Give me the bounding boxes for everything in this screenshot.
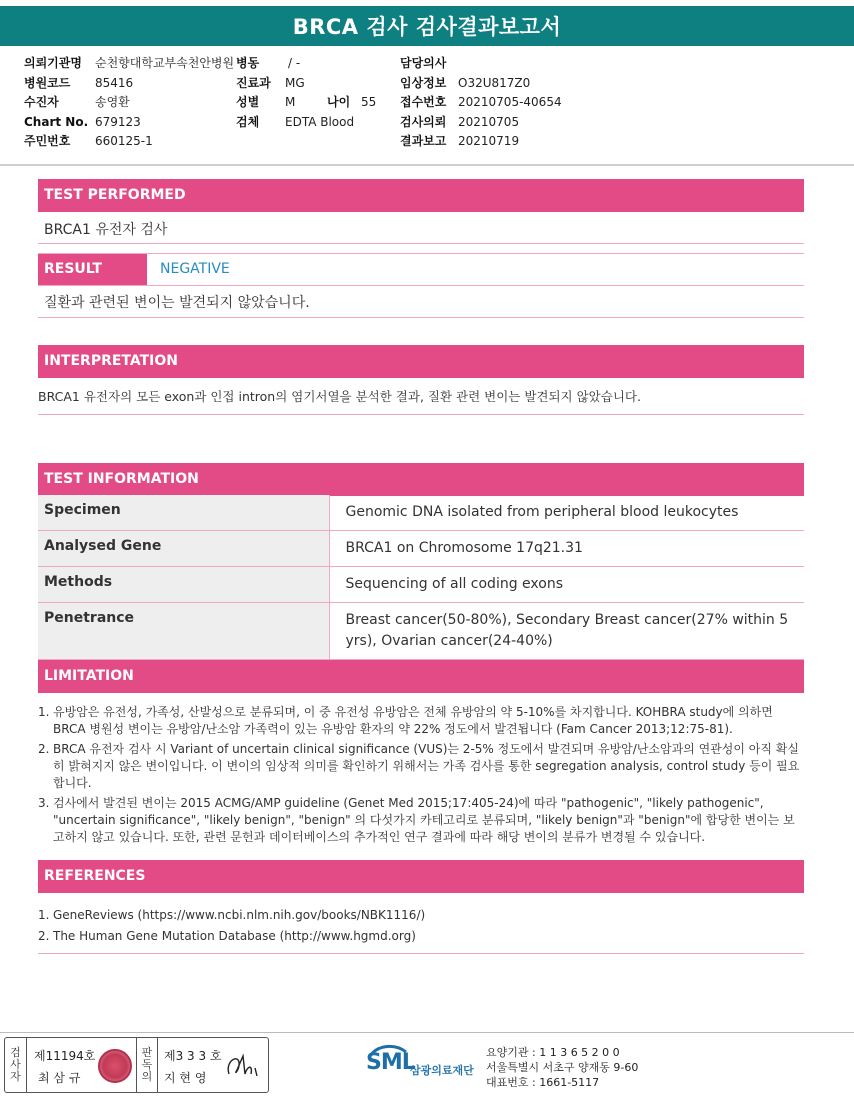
info-row-3: [0, 93, 854, 111]
row-key: Penetrance: [38, 603, 329, 660]
report-label: 결과보고: [400, 134, 447, 148]
divider: [38, 243, 804, 244]
item-text: GeneReviews (https://www.ncbi.nlm.nih.gov/books/NBK1116/): [53, 908, 426, 922]
report-title-bar: [0, 6, 854, 46]
list-item: [38, 905, 804, 926]
item-text: 유방암은 유전성, 가족성, 산발성으로 분류되며, 이 중 유전성 유방암은 전체 유방암의 약 5-10%를 차지합니다. KOHBRA study에 의하면 BRCA 병원성 변이는 유방암/난소암 가족력이 있는 유방암 환자의 약 22% 정도에서 발견됩니다 (Fam Cancer 2013;12:75-81).: [53, 705, 773, 736]
org-address-block: [486, 1045, 638, 1090]
reviewer-label: [136, 1038, 158, 1092]
age-label: 나이: [327, 95, 351, 109]
specimen-label: 검체: [236, 115, 260, 129]
doctor-label: 담당의사: [400, 56, 447, 70]
limitation-list: [38, 704, 804, 849]
dept-label: 진료과: [236, 76, 271, 90]
item-number: 3.: [38, 796, 50, 810]
row-value: Breast cancer(50-80%), Secondary Breast cancer(27% within 5 yrs), Ovarian cancer(24-40%): [329, 603, 804, 660]
reviewer-name: 지 현 영: [164, 1071, 207, 1085]
limitation-section: [38, 660, 804, 693]
sml-logo: [366, 1044, 486, 1084]
result-description: 질환과 관련된 변이는 발견되지 않았습니다.: [44, 295, 310, 311]
info-row-1: [0, 54, 854, 72]
table-row: [38, 567, 804, 603]
result-row: [38, 253, 804, 286]
test-performed-section: [38, 179, 804, 212]
age-value: 55: [361, 95, 377, 109]
test-information-section: [38, 463, 804, 496]
result-value: NEGATIVE: [160, 261, 230, 277]
clinical-info-value: O32U817Z0: [458, 76, 531, 90]
references-heading: REFERENCES: [38, 860, 804, 893]
result-label: RESULT: [38, 254, 147, 285]
tester-label: [5, 1038, 27, 1092]
row-value: Sequencing of all coding exons: [329, 567, 804, 603]
tester-label-char: 사: [10, 1058, 21, 1071]
org-code: 요양기관 : 1 1 3 6 5 2 0 0: [486, 1046, 620, 1059]
table-row: [38, 531, 804, 567]
request-label: 검사의뢰: [400, 115, 447, 129]
table-row: [38, 603, 804, 660]
divider: [38, 953, 804, 954]
info-row-4: [0, 113, 854, 131]
references-list: [38, 905, 804, 947]
request-date-value: 20210705: [458, 115, 520, 129]
interpretation-heading: INTERPRETATION: [38, 345, 804, 378]
reviewer-license-no: 제3 3 3 호: [164, 1049, 222, 1063]
test-performed-value: BRCA1 유전자 검사: [44, 222, 168, 238]
info-row-5: [0, 132, 854, 150]
receipt-value: 20210705-40654: [458, 95, 562, 109]
ward-label: 병동: [236, 56, 260, 70]
ward-value: / -: [288, 56, 301, 70]
patient-info-block: [0, 54, 854, 166]
tester-name: 최 삼 규: [38, 1071, 81, 1085]
patient-value: 송영환: [95, 95, 130, 109]
interpretation-section: [38, 345, 804, 378]
item-number: 1.: [38, 908, 50, 922]
test-performed-heading: TEST PERFORMED: [38, 179, 804, 212]
row-value: BRCA1 on Chromosome 17q21.31: [329, 531, 804, 567]
sex-label: 성별: [236, 95, 260, 109]
chart-label: Chart No.: [24, 115, 89, 129]
limitation-heading: LIMITATION: [38, 660, 804, 693]
divider: [38, 414, 804, 415]
hospital-code-value: 85416: [95, 76, 134, 90]
org-phone: 대표번호 : 1661-5117: [486, 1076, 600, 1089]
item-text: The Human Gene Mutation Database (http://www.hgmd.org): [53, 929, 416, 943]
sex-value: M: [285, 95, 296, 109]
report-title: BRCA 검사 검사결과보고서: [292, 15, 562, 39]
references-section: [38, 860, 804, 893]
list-item: [38, 704, 804, 738]
specimen-value: EDTA Blood: [285, 115, 355, 129]
tester-license-no: 제11194호: [34, 1049, 96, 1063]
list-item: [38, 795, 804, 846]
divider: [38, 317, 804, 318]
reviewer-label-char: 독: [141, 1058, 153, 1071]
tester-label-char: 검: [10, 1046, 21, 1059]
dept-value: MG: [285, 76, 305, 90]
signature-icon: [223, 1048, 263, 1084]
reviewer-label-char: 의: [141, 1070, 153, 1083]
test-information-heading: TEST INFORMATION: [38, 463, 804, 496]
rrn-value: 660125-1: [95, 134, 153, 148]
hospital-code-label: 병원코드: [24, 76, 71, 90]
interpretation-text: BRCA1 유전자의 모든 exon과 인접 intron의 염기서열을 분석한 결과, 질환 관련 변이는 발견되지 않았습니다.: [38, 389, 641, 404]
row-key: Analysed Gene: [38, 531, 329, 567]
item-text: BRCA 유전자 검사 시 Variant of uncertain clinical significance (VUS)는 2-5% 정도에서 발견되며 유방암/난소암과의 연관성이 아직 확실히 밝혀지지 않은 변이입니다. 이 변이의 임상적 의미를 확인하기 위해서는 가족 검사를 통한 segregation analysis, control study 등이 필요합니다.: [53, 742, 800, 790]
report-date-value: 20210719: [458, 134, 520, 148]
chart-value: 679123: [95, 115, 141, 129]
clinical-info-label: 임상정보: [400, 76, 447, 90]
rrn-label: 주민번호: [24, 134, 71, 148]
row-key: Methods: [38, 567, 329, 603]
patient-label: 수진자: [24, 95, 59, 109]
org-name: 삼광의료재단: [410, 1064, 474, 1077]
reviewer-label-char: 판: [141, 1046, 153, 1059]
item-number: 2.: [38, 742, 50, 756]
seal-stamp: [98, 1049, 132, 1083]
institution-value: 순천향대학교부속천안병원: [95, 56, 235, 70]
footer-rule: [0, 1032, 854, 1033]
list-item: [38, 741, 804, 792]
org-address: 서울특별시 서초구 양재동 9-60: [486, 1061, 639, 1074]
logo-mark: SML: [366, 1050, 415, 1075]
table-row: [38, 495, 804, 531]
row-key: Specimen: [38, 495, 329, 531]
tester-label-char: 자: [10, 1070, 21, 1083]
test-information-table: [38, 495, 804, 660]
item-number: 2.: [38, 929, 50, 943]
item-text: 검사에서 발견된 변이는 2015 ACMG/AMP guideline (Genet Med 2015;17:405-24)에 따라 "pathogenic", "likely pathogenic", "uncertain significance", "likely benign", "benign" 의 다섯가지 카테고리로 분류되며, "likely benign"과 "benign"에 합당한 변이는 보고하지 않고 있습니다. 또한, 관련 문헌과 데이터베이스의 추가적인 연구 결과에 따라 해당 변이의 분류가 변경될 수 있습니다.: [53, 796, 795, 844]
row-value: Genomic DNA isolated from peripheral blood leukocytes: [329, 495, 804, 531]
signature-box: [4, 1037, 269, 1093]
item-number: 1.: [38, 705, 50, 719]
institution-label: 의뢰기관명: [24, 56, 82, 70]
info-row-2: [0, 74, 854, 92]
receipt-label: 접수번호: [400, 95, 447, 109]
list-item: [38, 926, 804, 947]
